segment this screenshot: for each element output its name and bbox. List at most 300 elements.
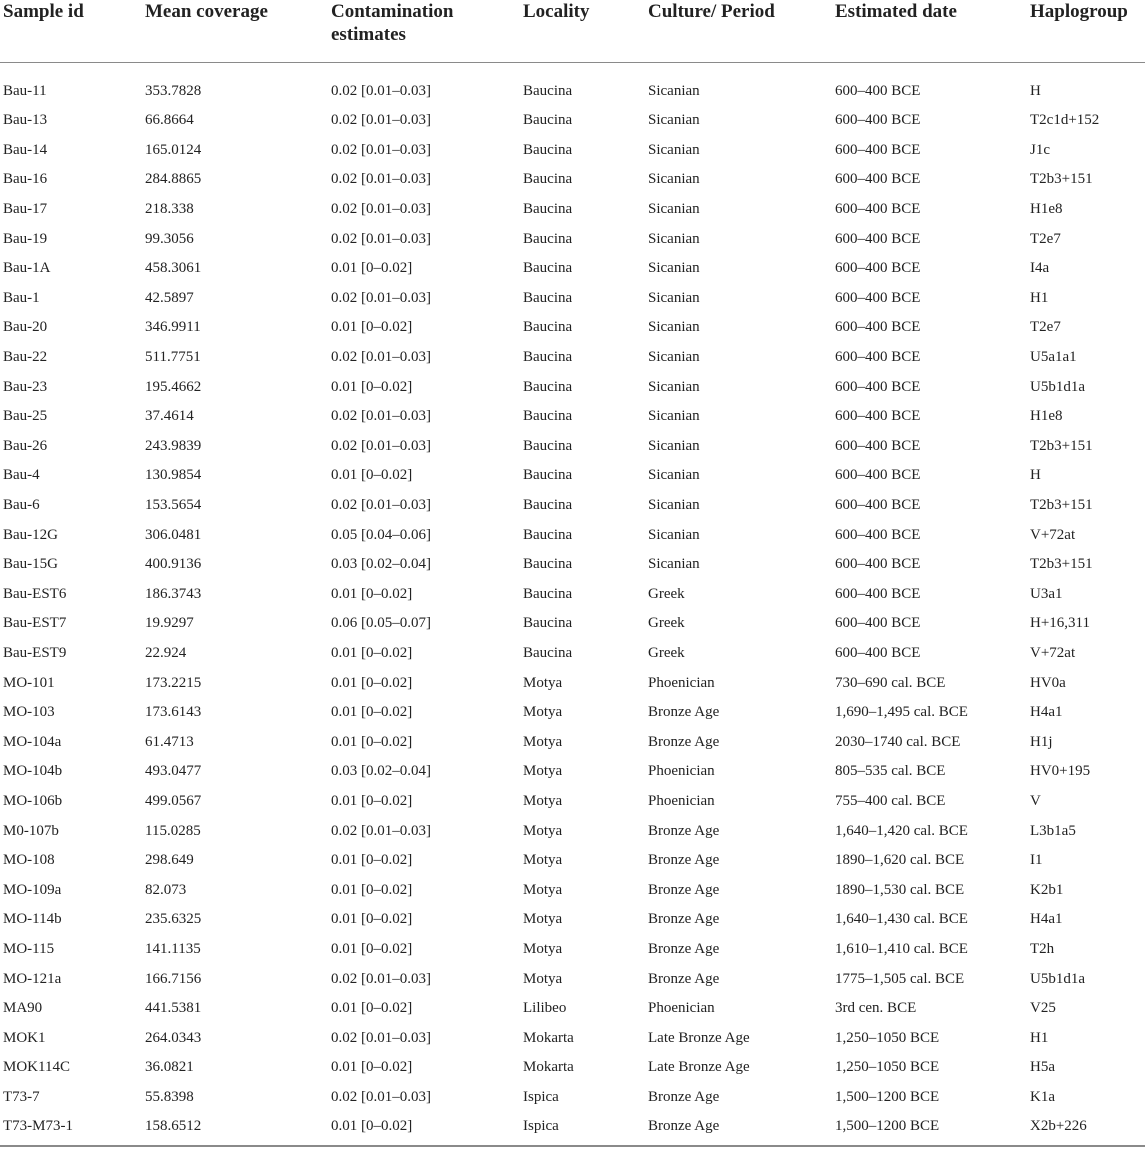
cell-sample-id: MO-114b [3, 911, 62, 928]
cell-culture-period: Sicanian [648, 408, 700, 425]
cell-mean-coverage: 441.5381 [145, 1000, 202, 1017]
cell-mean-coverage: 458.3061 [145, 260, 202, 277]
column-header-contamination-estimates: Contamination estimates [331, 1, 454, 45]
cell-estimated-date: 600–400 BCE [835, 201, 921, 218]
cell-mean-coverage: 186.3743 [145, 585, 202, 602]
cell-locality: Baucina [523, 615, 573, 632]
cell-culture-period: Sicanian [648, 556, 700, 573]
cell-mean-coverage: 284.8865 [145, 171, 202, 188]
cell-contamination-estimates: 0.01 [0–0.02] [331, 1118, 413, 1135]
cell-locality: Baucina [523, 526, 573, 543]
cell-contamination-estimates: 0.01 [0–0.02] [331, 852, 413, 869]
cell-culture-period: Bronze Age [648, 822, 720, 839]
cell-contamination-estimates: 0.01 [0–0.02] [331, 644, 413, 661]
cell-estimated-date: 600–400 BCE [835, 141, 921, 158]
cell-locality: Baucina [523, 349, 573, 366]
cell-estimated-date: 600–400 BCE [835, 526, 921, 543]
cell-culture-period: Sicanian [648, 171, 700, 188]
cell-estimated-date: 1775–1,505 cal. BCE [835, 970, 965, 987]
cell-contamination-estimates: 0.02 [0.01–0.03] [331, 822, 431, 839]
cell-estimated-date: 755–400 cal. BCE [835, 792, 946, 809]
cell-estimated-date: 3rd cen. BCE [835, 1000, 917, 1017]
table-row [0, 757, 1145, 787]
table-row [0, 402, 1145, 432]
cell-culture-period: Bronze Age [648, 881, 720, 898]
table-row [0, 1053, 1145, 1083]
cell-mean-coverage: 19.9297 [145, 615, 194, 632]
cell-contamination-estimates: 0.01 [0–0.02] [331, 733, 413, 750]
cell-haplogroup: T2c1d+152 [1030, 112, 1100, 129]
cell-mean-coverage: 166.7156 [145, 970, 202, 987]
cell-locality: Baucina [523, 644, 573, 661]
cell-sample-id: Bau-6 [3, 497, 40, 514]
cell-culture-period: Sicanian [648, 526, 700, 543]
cell-mean-coverage: 173.6143 [145, 704, 202, 721]
cell-estimated-date: 600–400 BCE [835, 467, 921, 484]
cell-estimated-date: 600–400 BCE [835, 171, 921, 188]
cell-contamination-estimates: 0.01 [0–0.02] [331, 940, 413, 957]
table-row [0, 935, 1145, 965]
cell-mean-coverage: 165.0124 [145, 141, 202, 158]
cell-locality: Mokarta [523, 1029, 574, 1046]
cell-sample-id: MO-101 [3, 674, 55, 691]
cell-estimated-date: 2030–1740 cal. BCE [835, 733, 961, 750]
cell-mean-coverage: 195.4662 [145, 378, 202, 395]
table-row [0, 491, 1145, 521]
cell-culture-period: Sicanian [648, 82, 700, 99]
cell-sample-id: Bau-EST6 [3, 585, 67, 602]
cell-haplogroup: H1j [1030, 733, 1053, 750]
cell-contamination-estimates: 0.01 [0–0.02] [331, 260, 413, 277]
cell-locality: Mokarta [523, 1059, 574, 1076]
cell-locality: Motya [523, 822, 563, 839]
table-row [0, 727, 1145, 757]
cell-mean-coverage: 264.0343 [145, 1029, 202, 1046]
cell-haplogroup: T2b3+151 [1030, 556, 1093, 573]
column-header-haplogroup: Haplogroup [1030, 1, 1128, 22]
cell-culture-period: Bronze Age [648, 733, 720, 750]
cell-mean-coverage: 346.9911 [145, 319, 201, 336]
cell-locality: Lilibeo [523, 1000, 567, 1017]
cell-sample-id: Bau-25 [3, 408, 48, 425]
table-row [0, 461, 1145, 491]
table-row [0, 106, 1145, 136]
cell-culture-period: Sicanian [648, 112, 700, 129]
cell-culture-period: Greek [648, 644, 685, 661]
cell-haplogroup: V+72at [1030, 526, 1076, 543]
cell-estimated-date: 600–400 BCE [835, 437, 921, 454]
header-rule [0, 62, 1145, 63]
cell-culture-period: Sicanian [648, 319, 700, 336]
cell-estimated-date: 600–400 BCE [835, 230, 921, 247]
cell-locality: Motya [523, 852, 563, 869]
cell-sample-id: MO-108 [3, 852, 55, 869]
cell-haplogroup: U5b1d1a [1030, 378, 1085, 395]
cell-sample-id: Bau-13 [3, 112, 48, 129]
cell-haplogroup: K1a [1030, 1088, 1055, 1105]
column-header-culture-period: Culture/ Period [648, 1, 775, 22]
cell-contamination-estimates: 0.02 [0.01–0.03] [331, 1088, 431, 1105]
cell-mean-coverage: 115.0285 [145, 822, 201, 839]
cell-sample-id: Bau-15G [3, 556, 58, 573]
table-row [0, 846, 1145, 876]
table-row [0, 1112, 1145, 1142]
cell-culture-period: Sicanian [648, 467, 700, 484]
cell-haplogroup: H1e8 [1030, 201, 1063, 218]
table-row [0, 816, 1145, 846]
table-row [0, 136, 1145, 166]
cell-sample-id: Bau-19 [3, 230, 48, 247]
cell-contamination-estimates: 0.02 [0.01–0.03] [331, 82, 431, 99]
cell-mean-coverage: 235.6325 [145, 911, 202, 928]
cell-locality: Baucina [523, 467, 573, 484]
cell-mean-coverage: 499.0567 [145, 792, 202, 809]
cell-mean-coverage: 306.0481 [145, 526, 202, 543]
table-row [0, 195, 1145, 225]
cell-contamination-estimates: 0.02 [0.01–0.03] [331, 289, 431, 306]
cell-locality: Baucina [523, 141, 573, 158]
cell-culture-period: Bronze Age [648, 1118, 720, 1135]
table-row [0, 520, 1145, 550]
table-row [0, 609, 1145, 639]
cell-sample-id: MO-115 [3, 940, 55, 957]
table-row [0, 254, 1145, 284]
cell-haplogroup: K2b1 [1030, 881, 1064, 898]
cell-contamination-estimates: 0.03 [0.02–0.04] [331, 556, 431, 573]
cell-haplogroup: J1c [1030, 141, 1050, 158]
cell-estimated-date: 1,500–1200 BCE [835, 1088, 940, 1105]
cell-sample-id: M0-107b [3, 822, 59, 839]
cell-culture-period: Bronze Age [648, 704, 720, 721]
cell-mean-coverage: 42.5897 [145, 289, 194, 306]
cell-contamination-estimates: 0.01 [0–0.02] [331, 674, 413, 691]
cell-contamination-estimates: 0.03 [0.02–0.04] [331, 763, 431, 780]
cell-culture-period: Sicanian [648, 349, 700, 366]
table-row [0, 62, 1145, 106]
table-row [0, 964, 1145, 994]
cell-contamination-estimates: 0.01 [0–0.02] [331, 585, 413, 602]
cell-estimated-date: 1,250–1050 BCE [835, 1029, 940, 1046]
cell-estimated-date: 600–400 BCE [835, 349, 921, 366]
cell-contamination-estimates: 0.02 [0.01–0.03] [331, 408, 431, 425]
cell-locality: Motya [523, 911, 563, 928]
table-row [0, 994, 1145, 1024]
cell-contamination-estimates: 0.01 [0–0.02] [331, 467, 413, 484]
cell-contamination-estimates: 0.02 [0.01–0.03] [331, 112, 431, 129]
cell-culture-period: Sicanian [648, 141, 700, 158]
bottom-rule [0, 1145, 1145, 1147]
table-row [0, 698, 1145, 728]
cell-mean-coverage: 173.2215 [145, 674, 202, 691]
cell-haplogroup: V [1030, 792, 1041, 809]
cell-haplogroup: T2b3+151 [1030, 497, 1093, 514]
cell-mean-coverage: 158.6512 [145, 1118, 202, 1135]
cell-sample-id: Bau-4 [3, 467, 40, 484]
cell-mean-coverage: 153.5654 [145, 497, 202, 514]
cell-locality: Baucina [523, 319, 573, 336]
cell-estimated-date: 600–400 BCE [835, 112, 921, 129]
cell-sample-id: Bau-1A [3, 260, 51, 277]
cell-culture-period: Bronze Age [648, 970, 720, 987]
cell-estimated-date: 600–400 BCE [835, 408, 921, 425]
cell-locality: Baucina [523, 82, 573, 99]
cell-contamination-estimates: 0.01 [0–0.02] [331, 378, 413, 395]
cell-estimated-date: 1890–1,620 cal. BCE [835, 852, 965, 869]
cell-mean-coverage: 66.8664 [145, 112, 194, 129]
cell-locality: Baucina [523, 585, 573, 602]
cell-haplogroup: H5a [1030, 1059, 1055, 1076]
table-row [0, 165, 1145, 195]
cell-mean-coverage: 37.4614 [145, 408, 194, 425]
cell-haplogroup: U5a1a1 [1030, 349, 1077, 366]
cell-culture-period: Sicanian [648, 201, 700, 218]
cell-locality: Baucina [523, 260, 573, 277]
cell-contamination-estimates: 0.05 [0.04–0.06] [331, 526, 431, 543]
cell-locality: Baucina [523, 112, 573, 129]
cell-estimated-date: 805–535 cal. BCE [835, 763, 946, 780]
cell-mean-coverage: 243.9839 [145, 437, 202, 454]
cell-contamination-estimates: 0.02 [0.01–0.03] [331, 230, 431, 247]
cell-sample-id: MO-109a [3, 881, 62, 898]
cell-haplogroup: U5b1d1a [1030, 970, 1085, 987]
cell-culture-period: Greek [648, 615, 685, 632]
cell-culture-period: Bronze Age [648, 1088, 720, 1105]
cell-sample-id: MO-106b [3, 792, 63, 809]
cell-mean-coverage: 36.0821 [145, 1059, 194, 1076]
cell-haplogroup: I4a [1030, 260, 1050, 277]
cell-estimated-date: 600–400 BCE [835, 644, 921, 661]
cell-sample-id: Bau-14 [3, 141, 48, 158]
cell-mean-coverage: 22.924 [145, 644, 187, 661]
cell-haplogroup: T2b3+151 [1030, 171, 1093, 188]
cell-locality: Baucina [523, 408, 573, 425]
cell-mean-coverage: 298.649 [145, 852, 194, 869]
cell-haplogroup: U3a1 [1030, 585, 1063, 602]
column-header-estimated-date: Estimated date [835, 1, 957, 22]
cell-sample-id: T73-7 [3, 1088, 40, 1105]
cell-contamination-estimates: 0.02 [0.01–0.03] [331, 497, 431, 514]
cell-sample-id: Bau-20 [3, 319, 48, 336]
cell-locality: Baucina [523, 497, 573, 514]
cell-mean-coverage: 400.9136 [145, 556, 202, 573]
cell-culture-period: Phoenician [648, 763, 715, 780]
cell-haplogroup: X2b+226 [1030, 1118, 1087, 1135]
cell-contamination-estimates: 0.01 [0–0.02] [331, 911, 413, 928]
cell-culture-period: Late Bronze Age [648, 1029, 750, 1046]
cell-estimated-date: 600–400 BCE [835, 378, 921, 395]
column-header-locality: Locality [523, 1, 590, 22]
cell-locality: Baucina [523, 378, 573, 395]
cell-estimated-date: 1,640–1,430 cal. BCE [835, 911, 968, 928]
cell-contamination-estimates: 0.01 [0–0.02] [331, 704, 413, 721]
cell-estimated-date: 1890–1,530 cal. BCE [835, 881, 965, 898]
table-row [0, 550, 1145, 580]
cell-haplogroup: V25 [1030, 1000, 1056, 1017]
cell-sample-id: Bau-16 [3, 171, 48, 188]
cell-estimated-date: 600–400 BCE [835, 585, 921, 602]
cell-locality: Ispica [523, 1118, 559, 1135]
cell-contamination-estimates: 0.01 [0–0.02] [331, 1059, 413, 1076]
cell-locality: Baucina [523, 201, 573, 218]
cell-locality: Motya [523, 940, 563, 957]
cell-estimated-date: 600–400 BCE [835, 615, 921, 632]
cell-locality: Baucina [523, 556, 573, 573]
cell-mean-coverage: 218.338 [145, 201, 194, 218]
header-row [0, 0, 1145, 62]
cell-mean-coverage: 493.0477 [145, 763, 202, 780]
table-row [0, 668, 1145, 698]
cell-estimated-date: 600–400 BCE [835, 289, 921, 306]
cell-haplogroup: T2e7 [1030, 319, 1061, 336]
cell-contamination-estimates: 0.06 [0.05–0.07] [331, 615, 431, 632]
cell-locality: Motya [523, 792, 563, 809]
cell-culture-period: Phoenician [648, 1000, 715, 1017]
table-row [0, 905, 1145, 935]
cell-haplogroup: H1 [1030, 289, 1049, 306]
cell-culture-period: Bronze Age [648, 852, 720, 869]
cell-locality: Baucina [523, 289, 573, 306]
cell-locality: Motya [523, 704, 563, 721]
cell-sample-id: MO-103 [3, 704, 55, 721]
table-row [0, 639, 1145, 669]
cell-sample-id: MO-104b [3, 763, 63, 780]
cell-contamination-estimates: 0.01 [0–0.02] [331, 792, 413, 809]
cell-sample-id: MOK1 [3, 1029, 46, 1046]
cell-estimated-date: 600–400 BCE [835, 497, 921, 514]
cell-contamination-estimates: 0.01 [0–0.02] [331, 881, 413, 898]
cell-culture-period: Bronze Age [648, 911, 720, 928]
cell-haplogroup: H+16,311 [1030, 615, 1090, 632]
cell-sample-id: Bau-EST9 [3, 644, 67, 661]
cell-culture-period: Greek [648, 585, 685, 602]
cell-haplogroup: V+72at [1030, 644, 1076, 661]
cell-haplogroup: H1 [1030, 1029, 1049, 1046]
table-row [0, 432, 1145, 462]
cell-sample-id: Bau-23 [3, 378, 48, 395]
cell-mean-coverage: 99.3056 [145, 230, 194, 247]
table-row [0, 313, 1145, 343]
cell-sample-id: MO-104a [3, 733, 62, 750]
cell-culture-period: Late Bronze Age [648, 1059, 750, 1076]
cell-locality: Baucina [523, 171, 573, 188]
cell-mean-coverage: 353.7828 [145, 82, 202, 99]
cell-culture-period: Phoenician [648, 674, 715, 691]
table-row [0, 224, 1145, 254]
cell-sample-id: Bau-11 [3, 82, 47, 99]
cell-estimated-date: 600–400 BCE [835, 556, 921, 573]
table-row [0, 1083, 1145, 1113]
table-row [0, 372, 1145, 402]
cell-sample-id: MA90 [3, 1000, 43, 1017]
cell-sample-id: Bau-1 [3, 289, 40, 306]
cell-locality: Baucina [523, 437, 573, 454]
cell-haplogroup: HV0+195 [1030, 763, 1091, 780]
cell-sample-id: MOK114C [3, 1059, 70, 1076]
table-row [0, 284, 1145, 314]
cell-sample-id: Bau-26 [3, 437, 48, 454]
cell-culture-period: Sicanian [648, 378, 700, 395]
cell-estimated-date: 600–400 BCE [835, 82, 921, 99]
cell-sample-id: Bau-17 [3, 201, 48, 218]
cell-locality: Baucina [523, 230, 573, 247]
cell-contamination-estimates: 0.02 [0.01–0.03] [331, 141, 431, 158]
cell-haplogroup: L3b1a5 [1030, 822, 1076, 839]
cell-contamination-estimates: 0.02 [0.01–0.03] [331, 201, 431, 218]
cell-haplogroup: H [1030, 82, 1041, 99]
cell-estimated-date: 1,610–1,410 cal. BCE [835, 940, 968, 957]
cell-locality: Motya [523, 733, 563, 750]
cell-mean-coverage: 82.073 [145, 881, 187, 898]
cell-culture-period: Phoenician [648, 792, 715, 809]
cell-haplogroup: I1 [1030, 852, 1043, 869]
cell-culture-period: Bronze Age [648, 940, 720, 957]
cell-contamination-estimates: 0.02 [0.01–0.03] [331, 171, 431, 188]
cell-haplogroup: T2h [1030, 940, 1055, 957]
cell-mean-coverage: 55.8398 [145, 1088, 194, 1105]
cell-locality: Ispica [523, 1088, 559, 1105]
cell-mean-coverage: 130.9854 [145, 467, 202, 484]
cell-locality: Motya [523, 674, 563, 691]
cell-sample-id: T73-M73-1 [3, 1118, 73, 1135]
cell-haplogroup: HV0a [1030, 674, 1066, 691]
cell-culture-period: Sicanian [648, 437, 700, 454]
cell-estimated-date: 1,250–1050 BCE [835, 1059, 940, 1076]
cell-mean-coverage: 511.7751 [145, 349, 201, 366]
cell-sample-id: Bau-22 [3, 349, 48, 366]
cell-culture-period: Sicanian [648, 260, 700, 277]
table-row [0, 580, 1145, 610]
table-row [0, 787, 1145, 817]
cell-locality: Motya [523, 970, 563, 987]
cell-sample-id: Bau-EST7 [3, 615, 67, 632]
cell-estimated-date: 600–400 BCE [835, 260, 921, 277]
cell-sample-id: MO-121a [3, 970, 62, 987]
cell-haplogroup: H4a1 [1030, 911, 1063, 928]
cell-contamination-estimates: 0.02 [0.01–0.03] [331, 970, 431, 987]
table-row [0, 1023, 1145, 1053]
column-header-mean-coverage: Mean coverage [145, 1, 268, 22]
cell-estimated-date: 1,640–1,420 cal. BCE [835, 822, 968, 839]
cell-mean-coverage: 61.4713 [145, 733, 194, 750]
cell-sample-id: Bau-12G [3, 526, 58, 543]
cell-estimated-date: 730–690 cal. BCE [835, 674, 946, 691]
cell-haplogroup: T2e7 [1030, 230, 1061, 247]
table-row [0, 875, 1145, 905]
table-header [0, 0, 1145, 62]
cell-contamination-estimates: 0.02 [0.01–0.03] [331, 349, 431, 366]
column-header-sample-id: Sample id [3, 1, 84, 22]
cell-culture-period: Sicanian [648, 289, 700, 306]
cell-locality: Motya [523, 881, 563, 898]
cell-estimated-date: 600–400 BCE [835, 319, 921, 336]
cell-haplogroup: H1e8 [1030, 408, 1063, 425]
cell-contamination-estimates: 0.01 [0–0.02] [331, 319, 413, 336]
cell-haplogroup: H4a1 [1030, 704, 1063, 721]
cell-haplogroup: T2b3+151 [1030, 437, 1093, 454]
cell-haplogroup: H [1030, 467, 1041, 484]
cell-contamination-estimates: 0.02 [0.01–0.03] [331, 437, 431, 454]
table-row [0, 343, 1145, 373]
cell-contamination-estimates: 0.01 [0–0.02] [331, 1000, 413, 1017]
cell-mean-coverage: 141.1135 [145, 940, 201, 957]
cell-estimated-date: 1,500–1200 BCE [835, 1118, 940, 1135]
table-body [0, 62, 1145, 1142]
cell-estimated-date: 1,690–1,495 cal. BCE [835, 704, 968, 721]
cell-contamination-estimates: 0.02 [0.01–0.03] [331, 1029, 431, 1046]
cell-locality: Motya [523, 763, 563, 780]
cell-culture-period: Sicanian [648, 497, 700, 514]
cell-culture-period: Sicanian [648, 230, 700, 247]
